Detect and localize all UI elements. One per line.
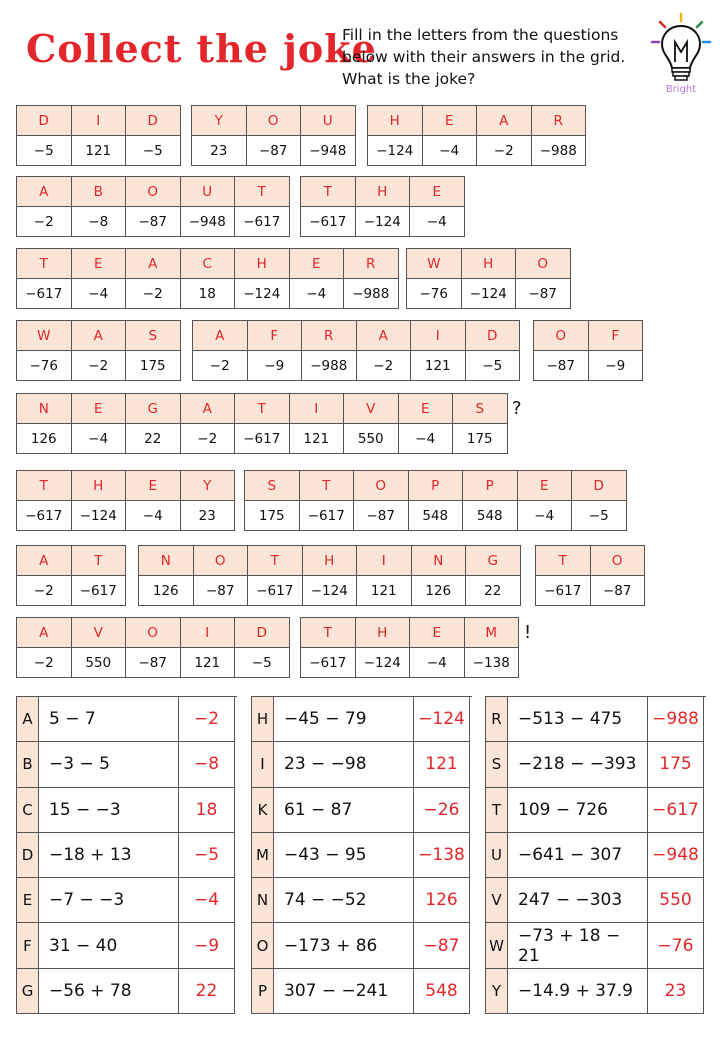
number-cell: −617 bbox=[248, 576, 303, 606]
key-question: −218 − −393 bbox=[508, 742, 648, 787]
key-answer: 18 bbox=[179, 788, 235, 833]
word-who bbox=[406, 248, 571, 309]
letter-cell: I bbox=[181, 618, 236, 648]
letter-cell: A bbox=[72, 321, 127, 351]
number-cell: 548 bbox=[409, 501, 464, 531]
word-you bbox=[191, 105, 356, 166]
key-question: −56 + 78 bbox=[39, 969, 179, 1014]
number-cell: −87 bbox=[126, 648, 181, 678]
key-letter: W bbox=[486, 923, 508, 968]
number-cell: −5 bbox=[17, 136, 72, 166]
number-cell: 550 bbox=[344, 424, 399, 454]
key-letter: R bbox=[486, 697, 508, 742]
letter-cell: A bbox=[357, 321, 412, 351]
number-cell: 121 bbox=[357, 576, 412, 606]
letter-cell: H bbox=[303, 546, 358, 576]
number-cell: −87 bbox=[247, 136, 302, 166]
key-letter: K bbox=[252, 788, 274, 833]
letter-cell: A bbox=[126, 249, 181, 279]
key-question: 307 − −241 bbox=[274, 969, 414, 1014]
word-of bbox=[533, 320, 643, 381]
number-cell: 175 bbox=[245, 501, 300, 531]
number-cell: −87 bbox=[354, 501, 409, 531]
letter-cell: O bbox=[354, 471, 409, 501]
number-cell: −87 bbox=[534, 351, 589, 381]
letter-cell: C bbox=[181, 249, 236, 279]
key-letter: U bbox=[486, 833, 508, 878]
letter-cell: A bbox=[181, 394, 236, 424]
number-cell: −9 bbox=[589, 351, 644, 381]
letter-cell: E bbox=[72, 249, 127, 279]
key-table-1 bbox=[16, 696, 237, 1014]
instruction-line: Fill in the letters from the questions bbox=[342, 26, 619, 44]
key-answer: 126 bbox=[414, 878, 470, 923]
word-negatives bbox=[16, 393, 508, 454]
number-cell: 126 bbox=[139, 576, 194, 606]
number-cell: −948 bbox=[301, 136, 356, 166]
letter-cell: O bbox=[194, 546, 249, 576]
letter-cell: M bbox=[465, 618, 520, 648]
key-letter: F bbox=[17, 923, 39, 968]
number-cell: 23 bbox=[192, 136, 247, 166]
number-cell: 121 bbox=[181, 648, 236, 678]
instruction-line: What is the joke? bbox=[342, 70, 476, 88]
letter-cell: A bbox=[193, 321, 248, 351]
key-answer: −2 bbox=[179, 697, 235, 742]
letter-cell: T bbox=[248, 546, 303, 576]
key-answer: 121 bbox=[414, 742, 470, 787]
key-letter: E bbox=[17, 878, 39, 923]
letter-cell: S bbox=[126, 321, 181, 351]
number-cell: −124 bbox=[462, 279, 517, 309]
letter-cell: A bbox=[17, 546, 72, 576]
letter-cell: V bbox=[72, 618, 127, 648]
key-question: 61 − 87 bbox=[274, 788, 414, 833]
number-cell: −617 bbox=[17, 501, 72, 531]
letter-cell: Y bbox=[192, 106, 247, 136]
number-cell: −617 bbox=[301, 648, 356, 678]
letter-cell: U bbox=[181, 177, 236, 207]
letter-cell: G bbox=[126, 394, 181, 424]
letter-cell: T bbox=[301, 177, 356, 207]
letter-cell: E bbox=[410, 618, 465, 648]
number-cell: −988 bbox=[532, 136, 587, 166]
letter-cell: E bbox=[72, 394, 127, 424]
number-cell: 550 bbox=[72, 648, 127, 678]
key-answer: 22 bbox=[179, 969, 235, 1014]
letter-cell: S bbox=[245, 471, 300, 501]
number-cell: −87 bbox=[194, 576, 249, 606]
number-cell: 175 bbox=[126, 351, 181, 381]
word-they bbox=[16, 470, 235, 531]
number-cell: −2 bbox=[17, 648, 72, 678]
word-to bbox=[535, 545, 645, 606]
key-question: −7 − −3 bbox=[39, 878, 179, 923]
key-question: −3 − 5 bbox=[39, 742, 179, 787]
letter-cell: O bbox=[534, 321, 589, 351]
number-cell: 126 bbox=[412, 576, 467, 606]
letter-cell: V bbox=[344, 394, 399, 424]
number-cell: 23 bbox=[181, 501, 236, 531]
number-cell: −8 bbox=[72, 207, 127, 237]
key-question: 247 − −303 bbox=[508, 878, 648, 923]
word-hear bbox=[367, 105, 586, 166]
key-letter: I bbox=[252, 742, 274, 787]
letter-cell: E bbox=[126, 471, 181, 501]
key-letter: N bbox=[252, 878, 274, 923]
number-cell: −5 bbox=[572, 501, 627, 531]
letter-cell: O bbox=[247, 106, 302, 136]
number-cell: −124 bbox=[72, 501, 127, 531]
key-answer: 548 bbox=[414, 969, 470, 1014]
key-answer: 550 bbox=[648, 878, 704, 923]
letter-cell: S bbox=[453, 394, 508, 424]
number-cell: −2 bbox=[477, 136, 532, 166]
number-cell: −2 bbox=[126, 279, 181, 309]
key-question: 23 − −98 bbox=[274, 742, 414, 787]
number-cell: −617 bbox=[235, 207, 290, 237]
letter-cell: F bbox=[248, 321, 303, 351]
number-cell: −617 bbox=[536, 576, 591, 606]
letter-cell: A bbox=[17, 618, 72, 648]
key-question: −18 + 13 bbox=[39, 833, 179, 878]
letter-cell: N bbox=[139, 546, 194, 576]
letter-cell: F bbox=[589, 321, 644, 351]
word-teacher bbox=[16, 248, 399, 309]
key-answer: −988 bbox=[648, 697, 704, 742]
logo-text: Bright bbox=[665, 84, 697, 95]
key-question: −513 − 475 bbox=[508, 697, 648, 742]
key-letter: M bbox=[252, 833, 274, 878]
number-cell: −2 bbox=[17, 576, 72, 606]
key-answer: 23 bbox=[648, 969, 704, 1014]
letter-cell: D bbox=[17, 106, 72, 136]
question-mark: ? bbox=[512, 398, 522, 419]
number-cell: 121 bbox=[72, 136, 127, 166]
word-them bbox=[300, 617, 519, 678]
number-cell: −9 bbox=[248, 351, 303, 381]
letter-cell: H bbox=[235, 249, 290, 279]
number-cell: −4 bbox=[410, 207, 465, 237]
letter-cell: G bbox=[466, 546, 521, 576]
letter-cell: E bbox=[399, 394, 454, 424]
letter-cell: T bbox=[235, 394, 290, 424]
number-cell: −124 bbox=[356, 207, 411, 237]
key-answer: −87 bbox=[414, 923, 470, 968]
letter-cell: H bbox=[356, 177, 411, 207]
key-answer: 175 bbox=[648, 742, 704, 787]
number-cell: −948 bbox=[181, 207, 236, 237]
key-question: 5 − 7 bbox=[39, 697, 179, 742]
number-cell: −87 bbox=[516, 279, 571, 309]
key-question: −173 + 86 bbox=[274, 923, 414, 968]
number-cell: −138 bbox=[465, 648, 520, 678]
letter-cell: T bbox=[300, 471, 355, 501]
key-letter: Y bbox=[486, 969, 508, 1014]
number-cell: −76 bbox=[407, 279, 462, 309]
number-cell: −617 bbox=[300, 501, 355, 531]
number-cell: −4 bbox=[290, 279, 345, 309]
letter-cell: N bbox=[412, 546, 467, 576]
key-letter: D bbox=[17, 833, 39, 878]
key-answer: −124 bbox=[414, 697, 470, 742]
letter-cell: T bbox=[301, 618, 356, 648]
letter-cell: E bbox=[290, 249, 345, 279]
number-cell: −2 bbox=[72, 351, 127, 381]
key-letter: S bbox=[486, 742, 508, 787]
letter-cell: I bbox=[357, 546, 412, 576]
number-cell: 548 bbox=[463, 501, 518, 531]
key-letter: C bbox=[17, 788, 39, 833]
letter-cell: P bbox=[463, 471, 518, 501]
number-cell: −87 bbox=[591, 576, 646, 606]
number-cell: −988 bbox=[302, 351, 357, 381]
letter-cell: D bbox=[466, 321, 521, 351]
word-about bbox=[16, 176, 290, 237]
key-question: 15 − −3 bbox=[39, 788, 179, 833]
letter-cell: I bbox=[290, 394, 345, 424]
letter-cell: D bbox=[572, 471, 627, 501]
number-cell: −2 bbox=[357, 351, 412, 381]
key-question: 109 − 726 bbox=[508, 788, 648, 833]
letter-cell: A bbox=[17, 177, 72, 207]
letter-cell: H bbox=[462, 249, 517, 279]
number-cell: −4 bbox=[126, 501, 181, 531]
instruction-line: below with their answers in the grid. bbox=[342, 48, 626, 66]
key-table-3 bbox=[485, 696, 706, 1014]
key-question: −641 − 307 bbox=[508, 833, 648, 878]
key-answer: −8 bbox=[179, 742, 235, 787]
key-question: −45 − 79 bbox=[274, 697, 414, 742]
letter-cell: O bbox=[591, 546, 646, 576]
number-cell: −617 bbox=[72, 576, 127, 606]
letter-cell: O bbox=[126, 177, 181, 207]
letter-cell: B bbox=[72, 177, 127, 207]
number-cell: 18 bbox=[181, 279, 236, 309]
word-did bbox=[16, 105, 181, 166]
key-letter: H bbox=[252, 697, 274, 742]
letter-cell: E bbox=[518, 471, 573, 501]
letter-cell: W bbox=[17, 321, 72, 351]
number-cell: −124 bbox=[368, 136, 423, 166]
key-question: 31 − 40 bbox=[39, 923, 179, 968]
letter-cell: T bbox=[72, 546, 127, 576]
word-afraid bbox=[192, 320, 520, 381]
key-answer: −948 bbox=[648, 833, 704, 878]
letter-cell: T bbox=[17, 471, 72, 501]
exclamation-mark: ! bbox=[524, 622, 532, 643]
number-cell: −5 bbox=[126, 136, 181, 166]
letter-cell: N bbox=[17, 394, 72, 424]
number-cell: −2 bbox=[181, 424, 236, 454]
word-at bbox=[16, 545, 126, 606]
word-nothing bbox=[138, 545, 521, 606]
number-cell: 121 bbox=[290, 424, 345, 454]
lightbulb-logo-icon bbox=[648, 12, 714, 98]
key-question: −73 + 18 − 21 bbox=[508, 923, 648, 968]
letter-cell: P bbox=[409, 471, 464, 501]
letter-cell: I bbox=[72, 106, 127, 136]
number-cell: 175 bbox=[453, 424, 508, 454]
key-letter: T bbox=[486, 788, 508, 833]
number-cell: −617 bbox=[301, 207, 356, 237]
number-cell: −4 bbox=[518, 501, 573, 531]
number-cell: −124 bbox=[356, 648, 411, 678]
number-cell: −87 bbox=[126, 207, 181, 237]
key-answer: −138 bbox=[414, 833, 470, 878]
key-letter: G bbox=[17, 969, 39, 1014]
key-question: −14.9 + 37.9 bbox=[508, 969, 648, 1014]
letter-cell: U bbox=[301, 106, 356, 136]
key-table-2 bbox=[251, 696, 472, 1014]
word-the bbox=[300, 176, 465, 237]
number-cell: 22 bbox=[126, 424, 181, 454]
letter-cell: H bbox=[356, 618, 411, 648]
letter-cell: I bbox=[411, 321, 466, 351]
letter-cell: T bbox=[536, 546, 591, 576]
key-answer: −26 bbox=[414, 788, 470, 833]
letter-cell: E bbox=[410, 177, 465, 207]
number-cell: −4 bbox=[72, 424, 127, 454]
number-cell: 126 bbox=[17, 424, 72, 454]
letter-cell: R bbox=[344, 249, 399, 279]
letter-cell: O bbox=[126, 618, 181, 648]
letter-cell: R bbox=[532, 106, 587, 136]
number-cell: −4 bbox=[72, 279, 127, 309]
number-cell: −4 bbox=[399, 424, 454, 454]
key-answer: −4 bbox=[179, 878, 235, 923]
number-cell: −2 bbox=[193, 351, 248, 381]
word-avoid bbox=[16, 617, 290, 678]
number-cell: −617 bbox=[17, 279, 72, 309]
number-cell: 22 bbox=[466, 576, 521, 606]
key-letter: B bbox=[17, 742, 39, 787]
number-cell: −124 bbox=[303, 576, 358, 606]
number-cell: −617 bbox=[235, 424, 290, 454]
key-answer: −76 bbox=[648, 923, 704, 968]
key-question: −43 − 95 bbox=[274, 833, 414, 878]
letter-cell: T bbox=[235, 177, 290, 207]
letter-cell: E bbox=[423, 106, 478, 136]
number-cell: −5 bbox=[466, 351, 521, 381]
letter-cell: W bbox=[407, 249, 462, 279]
number-cell: −988 bbox=[344, 279, 399, 309]
key-answer: −617 bbox=[648, 788, 704, 833]
number-cell: −76 bbox=[17, 351, 72, 381]
key-letter: P bbox=[252, 969, 274, 1014]
letter-cell: H bbox=[72, 471, 127, 501]
key-letter: V bbox=[486, 878, 508, 923]
key-question: 74 − −52 bbox=[274, 878, 414, 923]
number-cell: −4 bbox=[423, 136, 478, 166]
word-was bbox=[16, 320, 181, 381]
letter-cell: O bbox=[516, 249, 571, 279]
key-letter: O bbox=[252, 923, 274, 968]
letter-cell: D bbox=[235, 618, 290, 648]
key-answer: −5 bbox=[179, 833, 235, 878]
instructions bbox=[342, 24, 632, 90]
number-cell: 121 bbox=[411, 351, 466, 381]
letter-cell: T bbox=[17, 249, 72, 279]
key-letter: A bbox=[17, 697, 39, 742]
number-cell: −4 bbox=[410, 648, 465, 678]
page-title: Collect the joke bbox=[26, 26, 377, 71]
key-answer: −9 bbox=[179, 923, 235, 968]
letter-cell: H bbox=[368, 106, 423, 136]
letter-cell: A bbox=[477, 106, 532, 136]
number-cell: −5 bbox=[235, 648, 290, 678]
number-cell: −124 bbox=[235, 279, 290, 309]
letter-cell: D bbox=[126, 106, 181, 136]
letter-cell: Y bbox=[181, 471, 236, 501]
word-stopped bbox=[244, 470, 627, 531]
number-cell: −2 bbox=[17, 207, 72, 237]
letter-cell: R bbox=[302, 321, 357, 351]
